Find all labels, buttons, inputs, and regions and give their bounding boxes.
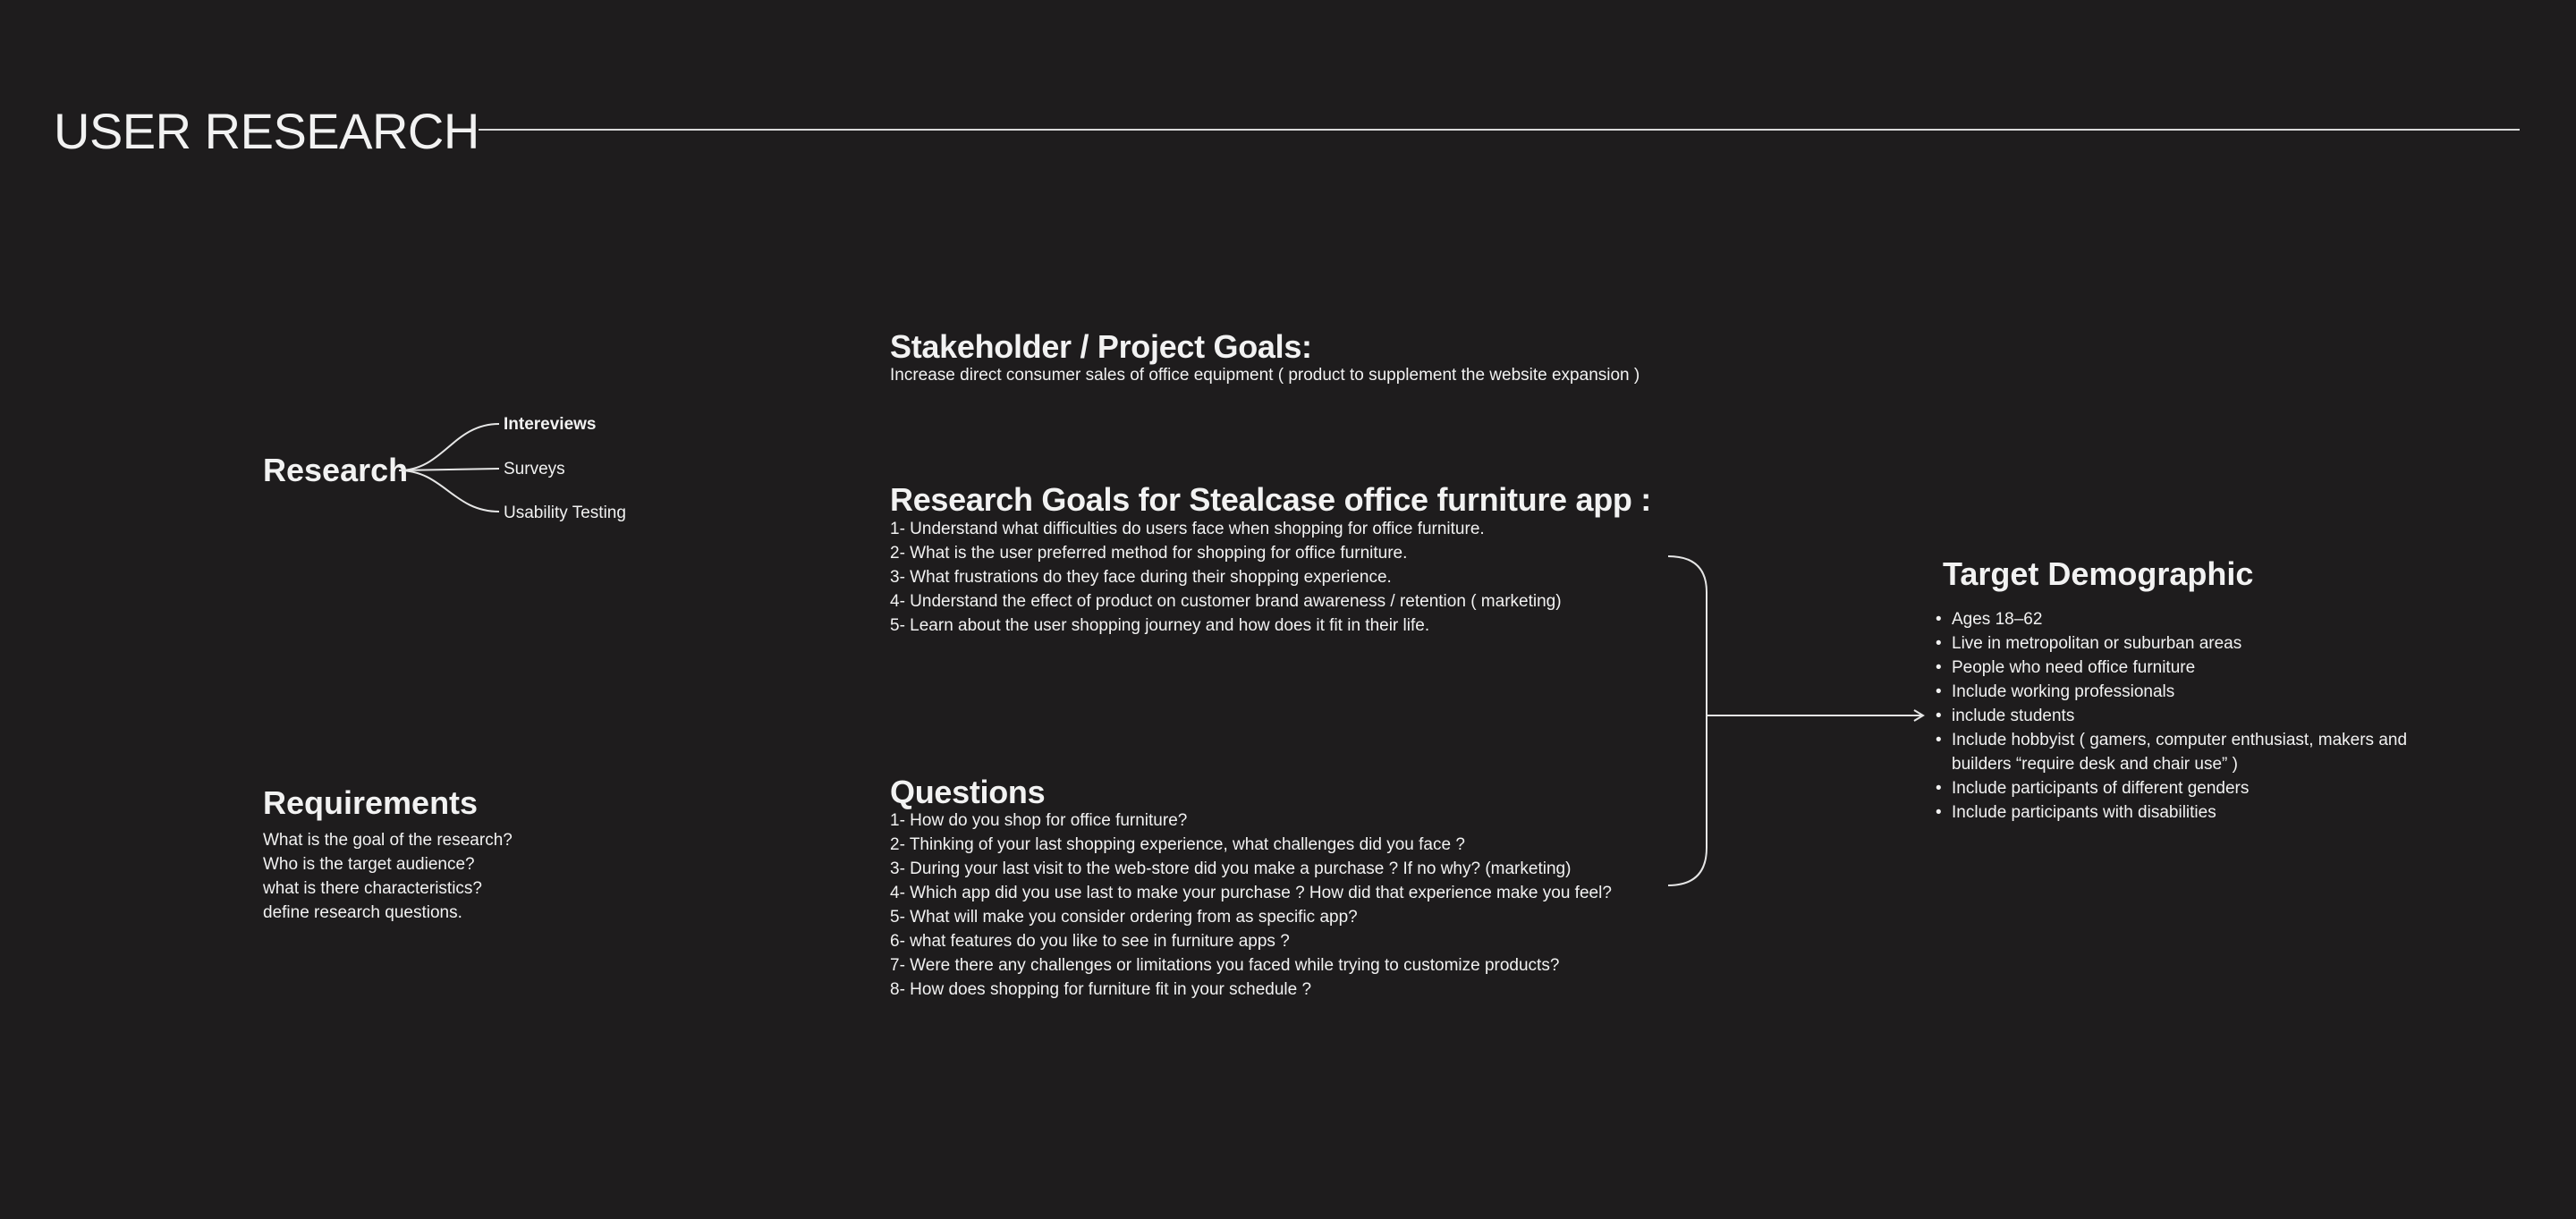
- research-branch-interviews: Intereviews: [504, 415, 597, 434]
- list-item: 5- Learn about the user shopping journey and how does it fit in their life.: [890, 616, 1430, 635]
- target-demographic-list: [1934, 607, 2470, 825]
- list-item: what is there characteristics?: [263, 879, 482, 898]
- list-item: Who is the target audience?: [263, 855, 475, 874]
- list-item: define research questions.: [263, 903, 462, 922]
- research-branch-usability-testing: Usability Testing: [504, 504, 626, 522]
- list-item: • Include working professionals: [1934, 680, 2470, 704]
- bracket-arrow-connector: [1664, 553, 1932, 893]
- list-item: 4- Understand the effect of product on customer brand awareness / retention ( marketing): [890, 592, 1562, 611]
- requirements-title: Requirements: [263, 784, 479, 821]
- list-item: 5- What will make you consider ordering from as specific app?: [890, 908, 1358, 927]
- list-item: • Live in metropolitan or suburban areas: [1934, 631, 2470, 656]
- stakeholder-text: Increase direct consumer sales of office equipment ( product to supplement the website expansion ): [890, 366, 1640, 385]
- list-item: 8- How does shopping for furniture fit in your schedule ?: [890, 980, 1312, 999]
- research-branch-surveys: Surveys: [504, 460, 565, 478]
- list-item: 6- what features do you like to see in furniture apps ?: [890, 932, 1290, 951]
- list-item: 2- Thinking of your last shopping experience, what challenges did you face ?: [890, 835, 1465, 854]
- list-item: • Include participants with disabilities: [1934, 800, 2470, 825]
- research-goals-title: Research Goals for Stealcase office furniture app :: [890, 481, 1651, 518]
- research-branch-lines: [390, 413, 501, 519]
- list-item: 1- Understand what difficulties do users face when shopping for office furniture.: [890, 520, 1485, 538]
- research-label: Research: [263, 452, 409, 488]
- requirements-list: [263, 828, 513, 925]
- list-item: • Include hobbyist ( gamers, computer enthusiast, makers and builders “require desk and chair use” ): [1934, 728, 2470, 776]
- page-title: USER RESEARCH: [54, 103, 479, 159]
- questions-title: Questions: [890, 774, 1046, 810]
- stakeholder-title: Stakeholder / Project Goals:: [890, 328, 1312, 365]
- list-item: 3- During your last visit to the web-store did you make a purchase ? If no why? (marketing): [890, 859, 1572, 878]
- title-divider: [479, 129, 2520, 131]
- questions-list: [890, 808, 1612, 1002]
- list-item: • Include participants of different genders: [1934, 776, 2470, 800]
- list-item: 2- What is the user preferred method for shopping for office furniture.: [890, 544, 1408, 563]
- list-item: 4- Which app did you use last to make your purchase ? How did that experience make you feel?: [890, 884, 1612, 902]
- list-item: What is the goal of the research?: [263, 831, 513, 850]
- list-item: 7- Were there any challenges or limitations you faced while trying to customize products?: [890, 956, 1560, 975]
- target-demographic-title: Target Demographic: [1943, 555, 2254, 592]
- list-item: 1- How do you shop for office furniture?: [890, 811, 1188, 830]
- research-goals-list: [890, 517, 1562, 638]
- list-item: 3- What frustrations do they face during their shopping experience.: [890, 568, 1392, 587]
- list-item: • include students: [1934, 704, 2470, 728]
- list-item: • Ages 18–62: [1934, 607, 2470, 631]
- list-item: • People who need office furniture: [1934, 656, 2470, 680]
